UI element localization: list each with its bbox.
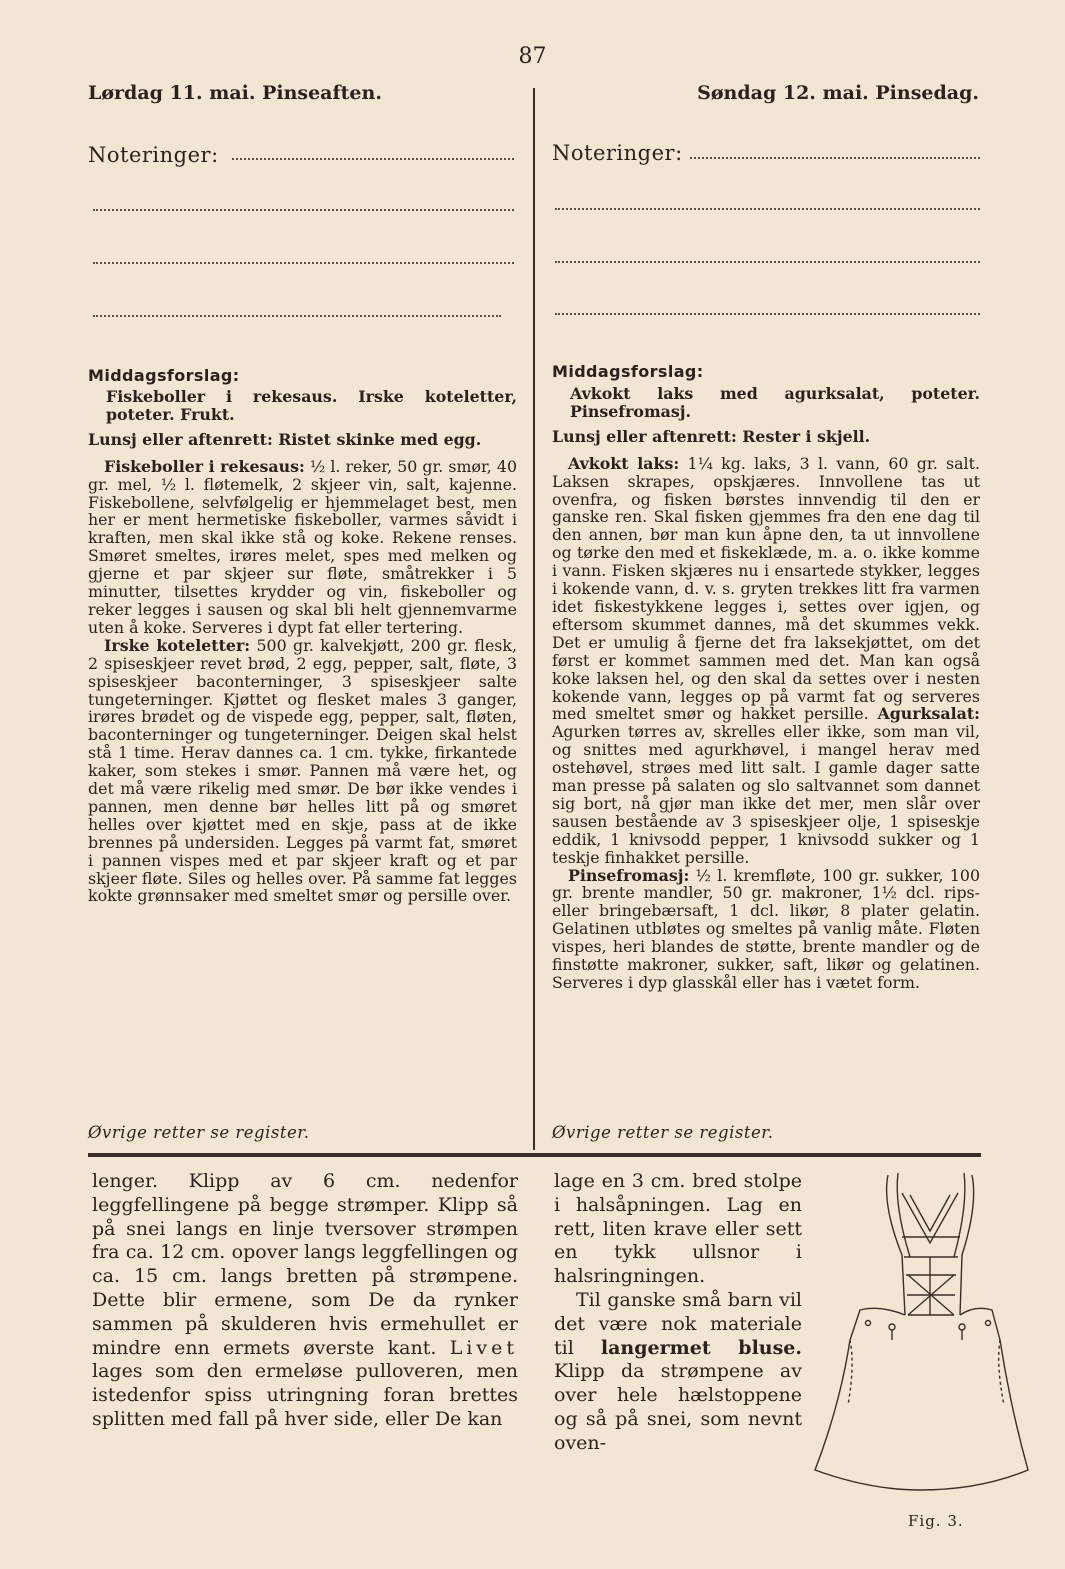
- right-notes-line-2: [555, 208, 980, 210]
- left-notes-line-4: [93, 315, 501, 317]
- lower-middle-bold: langermet bluse.: [600, 1336, 802, 1359]
- right-recipe-1-text: 1¼ kg. laks, 3 l. vann, 60 gr. salt. Laksen skrapes, opskjæres. Innvollene tas ut ovenfra, og fisken børstes innvendig til den er ganske ren. Skal fisken gjemmes fra den ene dag til den annen, bør man kun åpne den, ta ut innvollene og tørke den med et fiskeklæde, m. a. o. ikke komme i vann. Fisken skjæres nu i ensartede stykker, legges i kokende vann, d. v. s. gryten trekkes litt fra varmen idet fiskestykkene legges i, settes over igjen, og eftersom skummet dannes, må det skummes vekk. Det er umulig å fjerne det fra laksekjøttet, om det først er kommet sammen med det. Man kan også koke laksen hel, og den skal da settes over i nesten kokende vann, legges op på varmt fat og serveres med smeltet smør og hakket persille.: [552, 453, 980, 724]
- left-recipe-2-text: 500 gr. kalvekjøtt, 200 gr. flesk, 2 spiseskjeer revet brød, 2 egg, pepper, salt, fløte, 3 spiseskjeer baconterninger, 3 spiseskjeer salte tungeterninger. Kjøttet og flesket males 3 ganger, irøres brødet og de vispede egg, pepper, salt, fløten, baconterninger og tungeterninger. Deigen skal helst stå 1 time. Herav dannes ca. 1 cm. tykke, firkantede kaker, som stekes i smør. Pannen må være het, og det må være rikelig med smør. De bør ikke vendes i pannen, men denne bør helles litt på og smøret helles over kjøttet med en skje, pass at de ikke brennes på undersiden. Legges på varmt fat, smøret i pannen vispes med et par skjeer kraft og et par skjeer fløte. Siles og helles over. På samme fat legges kokte grønnsaker med smeltet smør og persille over.: [88, 635, 517, 906]
- lower-middle-text-2: Til ganske små barn vil det være nok materiale til: [554, 1288, 802, 1359]
- garment-figure: [810, 1165, 1032, 1510]
- right-notes-line-1: [690, 157, 980, 159]
- lower-middle-text-3: Klipp da strømpene av over hele hælstoppene og så på snei, som nevnt oven-: [554, 1360, 802, 1454]
- horizontal-rule: [88, 1153, 981, 1157]
- lower-left-text-2: lages som den ermeløse pulloveren, men istedenfor spiss utringning foran brettes splitten med fall på hver side, eller De kan: [92, 1360, 518, 1430]
- column-divider: [533, 88, 535, 1150]
- right-menu-label: Middagsforslag:: [552, 362, 704, 381]
- right-footer: Øvrige retter se register.: [552, 1123, 774, 1142]
- right-recipe-1-title: Avkokt laks:: [568, 453, 680, 473]
- left-notes-label: Noteringer:: [88, 143, 219, 167]
- left-recipes: [88, 388, 517, 905]
- page-number: 87: [518, 44, 547, 69]
- left-menu-label: Middagsforslag:: [88, 366, 240, 385]
- right-notes-line-4: [555, 313, 980, 315]
- right-recipe-2-text: Agurken tørres av, skrelles eller ikke, som man vil, og snittes med agurkhøvel, i mangel herav med ostehøvel, strøes med litt salt. I gamle dager satte man presse på salaten og slo saltvannet som dannet sig bort, nå gjør man ikke det mer, men slår over sausen bestående av 3 spiseskjeer olje, 1 spiseskje eddik, 1 knivsodd pepper, 1 knivsodd sukker og 1 teskje finhakket persille.: [552, 722, 980, 867]
- left-lunch: Lunsj eller aftenrett: Ristet skinke med egg.: [88, 429, 482, 449]
- right-date-header: Søndag 12. mai. Pinsedag.: [697, 82, 979, 104]
- right-recipe-1: [552, 455, 980, 867]
- right-recipe-2-title: Agurksalat:: [877, 704, 980, 724]
- lower-left-text: [92, 1170, 518, 1432]
- right-menu-items: Avkokt laks med agurksalat, poteter. Pinsefromasj.: [570, 384, 980, 421]
- lower-left-livet: Livet: [449, 1336, 518, 1359]
- figure-caption: Fig. 3.: [908, 1512, 964, 1530]
- right-recipe-3: [552, 867, 980, 992]
- right-notes-label: Noteringer:: [552, 141, 683, 165]
- left-recipe-1: [88, 458, 517, 637]
- lower-left-text-1: lenger. Klipp av 6 cm. nedenfor leggfellingene på begge strømper. Klipp så på snei langs en linje tversover strømpen fra ca. 12 cm. opover langs leggfellingen og ca. 15 cm. langs bretten på strømpene. Dette blir ermene, som De da rynker sammen på skulderen hvis ermehullet er mindre enn ermets øverste kant.: [92, 1170, 518, 1359]
- left-notes-line-2: [93, 209, 514, 211]
- left-notes-line-1: [232, 158, 514, 160]
- lower-middle-text: [554, 1170, 802, 1456]
- left-recipe-2-title: Irske koteletter:: [104, 635, 251, 655]
- right-recipes: [552, 385, 980, 992]
- left-recipe-1-title: Fiskeboller i rekesaus:: [104, 456, 305, 476]
- right-notes-line-3: [555, 261, 980, 263]
- right-recipe-3-title: Pinsefromasj:: [568, 865, 690, 885]
- left-date-header: Lørdag 11. mai. Pinseaften.: [88, 82, 382, 104]
- left-recipe-2: [88, 637, 517, 906]
- right-recipe-3-text: ½ l. kremfløte, 100 gr. sukker, 100 gr. brente mandler, 50 gr. makroner, 1½ dcl. rips- eller bringebærsaft, 1 dcl. likør, 8 plater gelatin. Gelatinen utbløtes og smeltes på vanlig måte. Fløten vispes, heri blandes de støtte, brente mandler og de finstøtte makroner, sukker, saft, likør og gelatinen. Serveres i dyp glasskål eller has i vætet form.: [552, 865, 980, 992]
- right-lunch: Lunsj eller aftenrett: Rester i skjell.: [552, 426, 871, 446]
- left-recipe-1-text: ½ l. reker, 50 gr. smør, 40 gr. mel, ½ l. fløtemelk, 2 skjeer vin, salt, kajenne. Fiskebollene, selvfølgelig er hjemmelaget best, men her er ment hermetiske fiskeboller, varmes såvidt i kraften, men skal ikke stå og koke. Rekene renses. Smøret smeltes, irøres melet, spes med melken og gjerne et par skjeer sur fløte, småtrekker i 5 minutter, tilsettes krydder og vin, fiskeboller og reker legges i sausen og skal bli helt gjennemvarme uten å koke. Serveres i dypt fat eller tertering.: [88, 456, 517, 637]
- left-notes-line-3: [93, 262, 514, 264]
- left-menu-items: Fiskeboller i rekesaus. Irske koteletter, poteter. Frukt.: [106, 387, 517, 424]
- left-footer: Øvrige retter se register.: [88, 1123, 310, 1142]
- lower-middle-text-1: lage en 3 cm. bred stolpe i halsåpningen. Lag en rett, liten krave eller sett en tykk ullsnor i halsringningen.: [554, 1170, 802, 1288]
